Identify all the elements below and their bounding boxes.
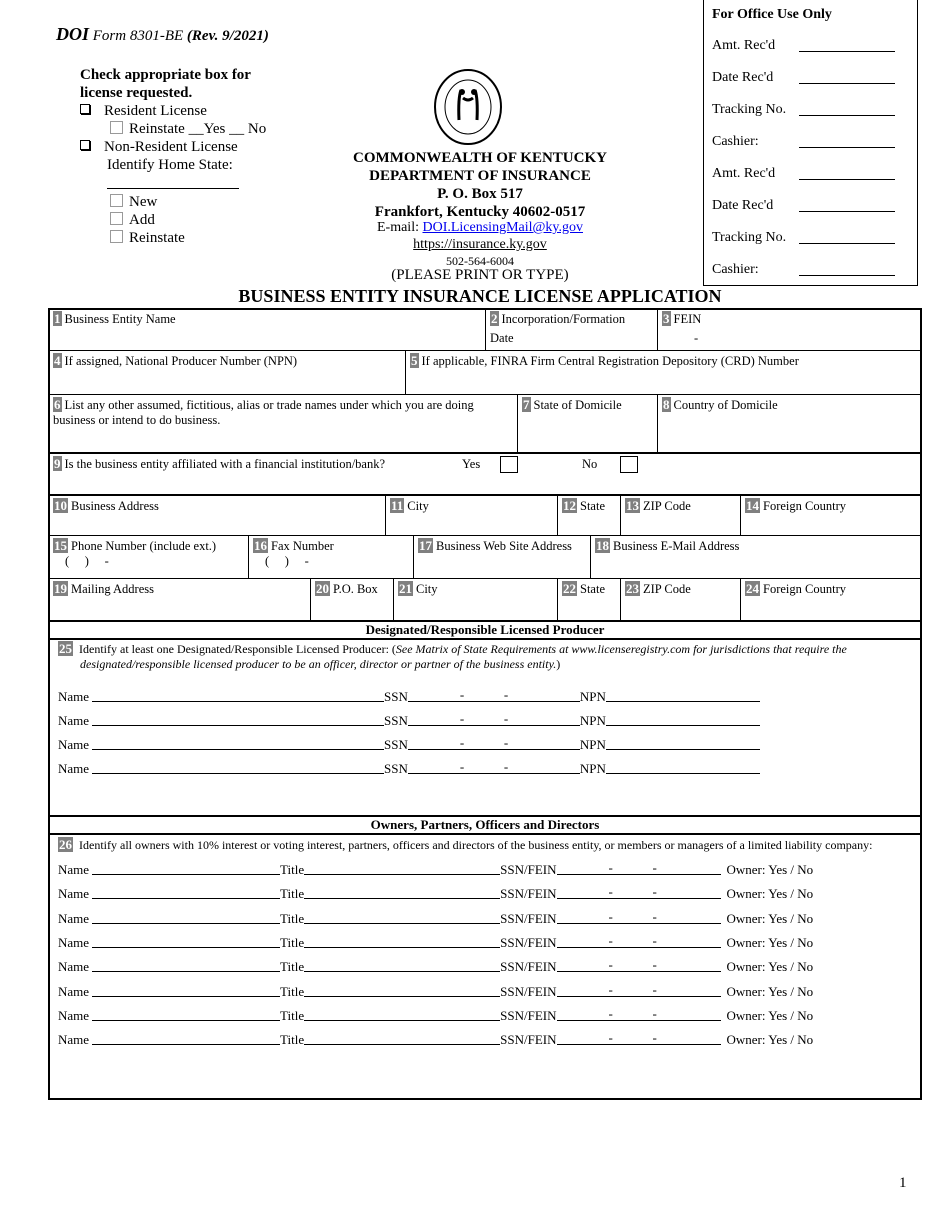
field-label-2: Date [490, 331, 514, 345]
field-mailing-zip[interactable] [620, 578, 740, 620]
field-city[interactable] [385, 494, 557, 535]
field-label: City [416, 582, 438, 596]
field-label: Foreign Country [763, 582, 846, 596]
office-use-title: For Office Use Only [712, 7, 832, 22]
doi-label: DOI [56, 24, 90, 44]
field-po-box[interactable] [310, 578, 393, 620]
ssn-dash: - [608, 1005, 613, 1021]
checkbox-icon[interactable] [110, 212, 123, 225]
field-number: 1 [54, 311, 61, 326]
ssn-fein-label: SSN/FEIN [500, 934, 557, 950]
form-title: BUSINESS ENTITY INSURANCE LICENSE APPLICATION [238, 286, 722, 306]
agency-email [340, 220, 620, 236]
ssn-dash: - [652, 1030, 657, 1046]
city-state-zip: Frankfort, Kentucky 40602-0517 [374, 204, 586, 220]
yes-checkbox[interactable] [500, 456, 518, 473]
resident-label: Resident License [104, 103, 207, 119]
no-checkbox[interactable] [620, 456, 638, 473]
field-foreign-country[interactable] [740, 494, 922, 535]
field-label: Mailing Address [71, 582, 154, 596]
producer-row [58, 713, 760, 729]
name-field[interactable] [92, 886, 280, 899]
reinstate-question-label: Reinstate __Yes __ No [129, 121, 267, 137]
field-label: State [580, 582, 605, 596]
producer-row [58, 737, 760, 753]
ssn-fein-field[interactable] [557, 886, 721, 899]
ssn-fein-field[interactable] [557, 1032, 721, 1045]
checkbox-icon[interactable] [80, 104, 90, 114]
field-number: 13 [626, 498, 639, 513]
title-field[interactable] [304, 984, 500, 997]
form-number: Form 8301-BE [92, 28, 184, 44]
npn-field[interactable] [606, 761, 760, 774]
owner-row [58, 908, 814, 927]
nonresident-license-option[interactable] [80, 138, 266, 156]
ssn-dash: - [608, 981, 613, 997]
office-field-line[interactable] [799, 51, 895, 52]
ssn-fein-field[interactable] [557, 862, 721, 875]
name-label: Name [58, 959, 90, 975]
ssn-field[interactable] [408, 713, 580, 726]
field-number: 25 [59, 641, 72, 656]
ssn-fein-field[interactable] [557, 908, 721, 924]
field-number: 16 [254, 538, 267, 553]
ssn-label: SSN [384, 713, 408, 728]
ssn-fein-field[interactable] [557, 1005, 721, 1021]
title-field[interactable] [304, 862, 500, 875]
field-label: Business Web Site Address [436, 539, 572, 553]
npn-label: NPN [579, 761, 606, 776]
npn-field[interactable] [606, 689, 760, 702]
name-label: Name [58, 910, 90, 926]
field-website-address[interactable] [413, 535, 590, 578]
name-field[interactable] [92, 959, 280, 972]
title-label: Title [280, 934, 305, 950]
title-label: Title [280, 862, 305, 877]
instruction-text: Identify all owners with 10% interest or voting interest, partners, officers and directors of the business entity, or members or managers of a limited liability company: [79, 838, 873, 852]
reinstate-label: Reinstate [129, 230, 185, 246]
agency-name: COMMONWEALTH OF KENTUCKY [353, 150, 607, 166]
nonresident-label: Non-Resident License [104, 139, 238, 155]
name-label: Name [58, 689, 90, 704]
field-country-of-domicile[interactable] [657, 394, 922, 452]
field-number: 26 [59, 837, 72, 852]
office-field-label: Amt. Rec'd [712, 166, 776, 181]
name-label: Name [58, 983, 90, 999]
print-instruction: (PLEASE PRINT OR TYPE) [391, 267, 569, 283]
npn-label: NPN [579, 713, 606, 728]
field-number: 9 [54, 456, 61, 471]
field-number: 24 [746, 581, 759, 596]
checkbox-icon[interactable] [110, 230, 123, 243]
license-box-title: Check appropriate box for [80, 67, 251, 83]
ssn-dash: - [608, 884, 613, 900]
field-fein[interactable] [657, 308, 922, 350]
ssn-dash: - [503, 687, 509, 702]
ssn-label: SSN [384, 761, 408, 776]
ssn-fein-label: SSN/FEIN [500, 1032, 557, 1048]
add-option[interactable] [80, 211, 266, 229]
resident-license-option[interactable] [80, 102, 266, 120]
name-label: Name [58, 934, 90, 950]
instruction-text-end: ) [556, 657, 561, 671]
field-state[interactable] [557, 494, 620, 535]
field-fax-number[interactable] [248, 535, 413, 578]
field-number: 20 [316, 581, 329, 596]
field-label: Country of Domicile [673, 398, 778, 412]
field-number: 5 [411, 353, 418, 368]
field-number: 8 [663, 397, 670, 412]
ssn-dash: - [459, 735, 465, 750]
name-label: Name [58, 1007, 90, 1023]
checkbox-icon[interactable] [110, 121, 123, 134]
page-number: 1 [899, 1175, 907, 1191]
name-field[interactable] [92, 984, 280, 997]
fein-dash: - [694, 331, 699, 345]
ssn-dash: - [503, 759, 509, 774]
field-incorporation-date[interactable] [485, 308, 657, 350]
office-field-label: Tracking No. [712, 102, 787, 117]
field-zip-code[interactable] [620, 494, 740, 535]
name-field[interactable] [92, 935, 280, 948]
po-box: P. O. Box 517 [437, 186, 523, 202]
office-field-line[interactable] [799, 211, 895, 212]
office-field-label: Date Rec'd [712, 70, 774, 85]
no-label: No [582, 457, 598, 471]
license-type-box [80, 66, 266, 247]
field-mailing-foreign-country[interactable] [740, 578, 922, 620]
office-field-label: Cashier: [712, 262, 759, 277]
office-field[interactable] [712, 230, 907, 246]
ssn-fein-label: SSN/FEIN [500, 983, 557, 999]
field-label: Is the business entity affiliated with a financial institution/bank? [64, 457, 386, 471]
office-field-line[interactable] [799, 83, 895, 84]
field-label: Business Entity Name [64, 312, 176, 326]
name-label: Name [58, 1032, 90, 1048]
reinstate-question[interactable] [80, 120, 266, 138]
field-number: 7 [523, 397, 530, 412]
field-number: 18 [596, 538, 609, 553]
ssn-label: SSN [384, 737, 408, 752]
office-field-line[interactable] [799, 115, 895, 116]
field-financial-affiliation [48, 452, 922, 494]
new-label: New [129, 194, 158, 210]
license-box-title-2: license requested. [80, 85, 193, 101]
office-field[interactable] [712, 166, 907, 182]
ssn-fein-label: SSN/FEIN [500, 959, 557, 975]
ssn-dash: - [459, 687, 465, 702]
office-field-line[interactable] [799, 243, 895, 244]
name-label: Name [58, 737, 90, 752]
title-field[interactable] [304, 1008, 500, 1021]
ssn-dash: - [608, 957, 613, 973]
title-field[interactable] [304, 1032, 500, 1045]
office-field-label: Tracking No. [712, 230, 787, 245]
name-field[interactable] [92, 737, 384, 750]
office-field[interactable] [712, 38, 907, 54]
ssn-dash: - [503, 735, 509, 750]
form-revision: (Rev. 9/2021) [186, 28, 269, 44]
fax-format: ( ) - [265, 554, 309, 568]
agency-phone: 502-564-6004 [446, 254, 514, 268]
npn-field[interactable] [606, 737, 760, 750]
owner-yes-no[interactable]: Owner: Yes / No [726, 1032, 814, 1048]
email-link[interactable]: DOI.LicensingMail@ky.gov [422, 220, 583, 235]
field-label: Incorporation/Formation [501, 312, 626, 326]
title-label: Title [280, 959, 305, 975]
office-field-line[interactable] [799, 275, 895, 276]
title-field[interactable] [304, 935, 500, 948]
producer-row [58, 689, 760, 705]
ssn-dash: - [608, 932, 613, 948]
field-label: Fax Number [271, 539, 334, 553]
reinstate-option[interactable] [80, 229, 266, 247]
field-label: If assigned, National Producer Number (NPN) [64, 354, 298, 368]
field-label: P.O. Box [333, 582, 378, 596]
ssn-label: SSN [384, 689, 408, 704]
name-label: Name [58, 886, 90, 902]
section-heading-owners: Owners, Partners, Officers and Directors [48, 815, 922, 835]
office-field[interactable] [712, 262, 907, 278]
ssn-fein-field[interactable] [557, 981, 721, 997]
owner-yes-no[interactable]: Owner: Yes / No [726, 934, 814, 950]
department-name: DEPARTMENT OF INSURANCE [369, 168, 591, 184]
field-crd-number[interactable] [405, 350, 922, 394]
owner-yes-no[interactable]: Owner: Yes / No [726, 1007, 814, 1023]
field-mailing-address[interactable] [48, 578, 310, 620]
yes-label: Yes [462, 457, 481, 471]
field-phone-number[interactable] [48, 535, 248, 578]
ssn-dash: - [608, 908, 613, 924]
ssn-dash: - [608, 1030, 613, 1046]
ssn-dash: - [652, 932, 657, 948]
office-field[interactable] [712, 134, 907, 150]
title-field[interactable] [304, 911, 500, 924]
field-number: 11 [391, 498, 404, 513]
field-number: 4 [54, 353, 61, 368]
name-field[interactable] [92, 1032, 280, 1045]
website-link[interactable]: https://insurance.ky.gov [413, 237, 547, 252]
owner-yes-no[interactable]: Owner: Yes / No [726, 862, 814, 877]
field-label: List any other assumed, fictitious, alias or trade names under which you are doing [64, 398, 474, 412]
owner-yes-no[interactable]: Owner: Yes / No [726, 886, 814, 902]
field-number: 2 [491, 311, 498, 326]
checkbox-icon[interactable] [110, 194, 123, 207]
title-field[interactable] [304, 886, 500, 899]
npn-field[interactable] [606, 713, 760, 726]
npn-label: NPN [579, 689, 606, 704]
owner-row [58, 1032, 813, 1048]
ssn-dash: - [652, 908, 657, 924]
ssn-field[interactable] [408, 737, 580, 750]
producer-row [58, 761, 760, 777]
owner-row [58, 862, 813, 878]
ssn-dash: - [459, 759, 465, 774]
field-email-address[interactable] [590, 535, 922, 578]
owner-row [58, 959, 813, 975]
section-25-instructions [58, 641, 908, 672]
phone-format: ( ) - [65, 554, 109, 568]
field-number: 21 [399, 581, 412, 596]
field-number: 19 [54, 581, 67, 596]
field-number: 3 [663, 311, 670, 326]
ssn-dash: - [503, 711, 509, 726]
field-label: FEIN [673, 312, 702, 326]
field-label: Foreign Country [763, 499, 846, 513]
field-label: ZIP Code [643, 499, 691, 513]
home-state-label: Identify Home State: [107, 157, 233, 173]
instruction-text: Identify at least one Designated/Responsible Licensed Producer: ( [79, 642, 396, 656]
add-label: Add [129, 212, 155, 228]
title-label: Title [280, 910, 305, 926]
field-state-of-domicile[interactable] [517, 394, 657, 452]
owner-yes-no[interactable]: Owner: Yes / No [726, 983, 814, 999]
field-label: Phone Number (include ext.) [71, 539, 217, 553]
ssn-dash: - [652, 981, 657, 997]
office-field-label: Cashier: [712, 134, 759, 149]
field-label: Business Address [71, 499, 159, 513]
name-field[interactable] [92, 689, 384, 702]
owner-row [58, 981, 814, 1000]
home-state-field[interactable] [107, 174, 239, 189]
ssn-dash: - [652, 1005, 657, 1021]
ssn-fein-label: SSN/FEIN [500, 886, 557, 902]
office-field-label: Amt. Rec'd [712, 38, 776, 53]
name-field[interactable] [92, 862, 280, 875]
name-field[interactable] [92, 1008, 280, 1021]
title-field[interactable] [304, 959, 500, 972]
office-field[interactable] [712, 70, 907, 86]
office-use-box [703, 0, 918, 286]
title-label: Title [280, 886, 305, 902]
field-label-2: business or intend to do business. [53, 413, 221, 427]
field-number: 10 [54, 498, 67, 513]
form-id [56, 24, 269, 45]
owner-yes-no[interactable]: Owner: Yes / No [726, 959, 814, 975]
field-mailing-city[interactable] [393, 578, 557, 620]
field-number: 23 [626, 581, 639, 596]
name-field[interactable] [92, 911, 280, 924]
name-field[interactable] [92, 761, 384, 774]
name-label: Name [58, 761, 90, 776]
new-option[interactable] [80, 193, 266, 211]
owner-row [58, 886, 813, 902]
field-label: State of Domicile [533, 398, 622, 412]
office-field-line[interactable] [799, 147, 895, 148]
ssn-fein-label: SSN/FEIN [500, 1007, 557, 1023]
field-number: 17 [419, 538, 432, 553]
ssn-field[interactable] [408, 689, 580, 702]
field-number: 14 [746, 498, 759, 513]
title-label: Title [280, 1007, 305, 1023]
office-field-label: Date Rec'd [712, 198, 774, 213]
field-label: State [580, 499, 605, 513]
name-label: Name [58, 713, 90, 728]
ssn-fein-label: SSN/FEIN [500, 862, 557, 877]
section-26-instructions [58, 837, 872, 853]
ssn-dash: - [608, 860, 613, 875]
ssn-dash: - [652, 957, 657, 973]
field-label: ZIP Code [643, 582, 691, 596]
instruction-italic-2: designated/responsible licensed producer to be an officer, director or partner of the business entity. [80, 657, 557, 671]
field-label: If applicable, FINRA Firm Central Registration Depository (CRD) Number [421, 354, 799, 368]
field-label: Business E-Mail Address [613, 539, 740, 553]
ssn-dash: - [652, 884, 657, 900]
email-label: E-mail: [376, 220, 419, 235]
ssn-fein-field[interactable] [557, 959, 721, 972]
ssn-field[interactable] [408, 761, 580, 774]
field-mailing-state[interactable] [557, 578, 620, 620]
owner-row [58, 932, 814, 951]
office-field-line[interactable] [799, 179, 895, 180]
title-label: Title [280, 983, 305, 999]
office-field[interactable] [712, 198, 907, 214]
section-heading-designated-producer: Designated/Responsible Licensed Producer [48, 620, 922, 640]
title-label: Title [280, 1032, 305, 1048]
name-label: Name [58, 862, 90, 877]
field-npn[interactable] [48, 350, 405, 394]
kentucky-seal-logo [433, 68, 503, 146]
npn-label: NPN [579, 737, 606, 752]
field-label: City [407, 499, 429, 513]
field-business-entity-name[interactable] [48, 308, 485, 350]
field-number: 15 [54, 538, 67, 553]
ssn-fein-label: SSN/FEIN [500, 910, 557, 926]
owner-yes-no[interactable]: Owner: Yes / No [726, 910, 814, 926]
checkbox-icon[interactable] [80, 140, 90, 150]
instruction-italic: See Matrix of State Requirements at www.licenseregistry.com for jurisdictions that require the [395, 642, 847, 656]
office-field[interactable] [712, 102, 907, 118]
field-number: 6 [54, 397, 61, 412]
name-field[interactable] [92, 713, 384, 726]
ssn-dash: - [459, 711, 465, 726]
ssn-dash: - [652, 860, 657, 875]
owner-row [58, 1005, 814, 1024]
field-number: 22 [563, 581, 576, 596]
field-number: 12 [563, 498, 576, 513]
field-trade-names[interactable] [48, 394, 517, 452]
ssn-fein-field[interactable] [557, 932, 721, 948]
agency-address [340, 149, 620, 221]
field-business-address[interactable] [48, 494, 385, 535]
